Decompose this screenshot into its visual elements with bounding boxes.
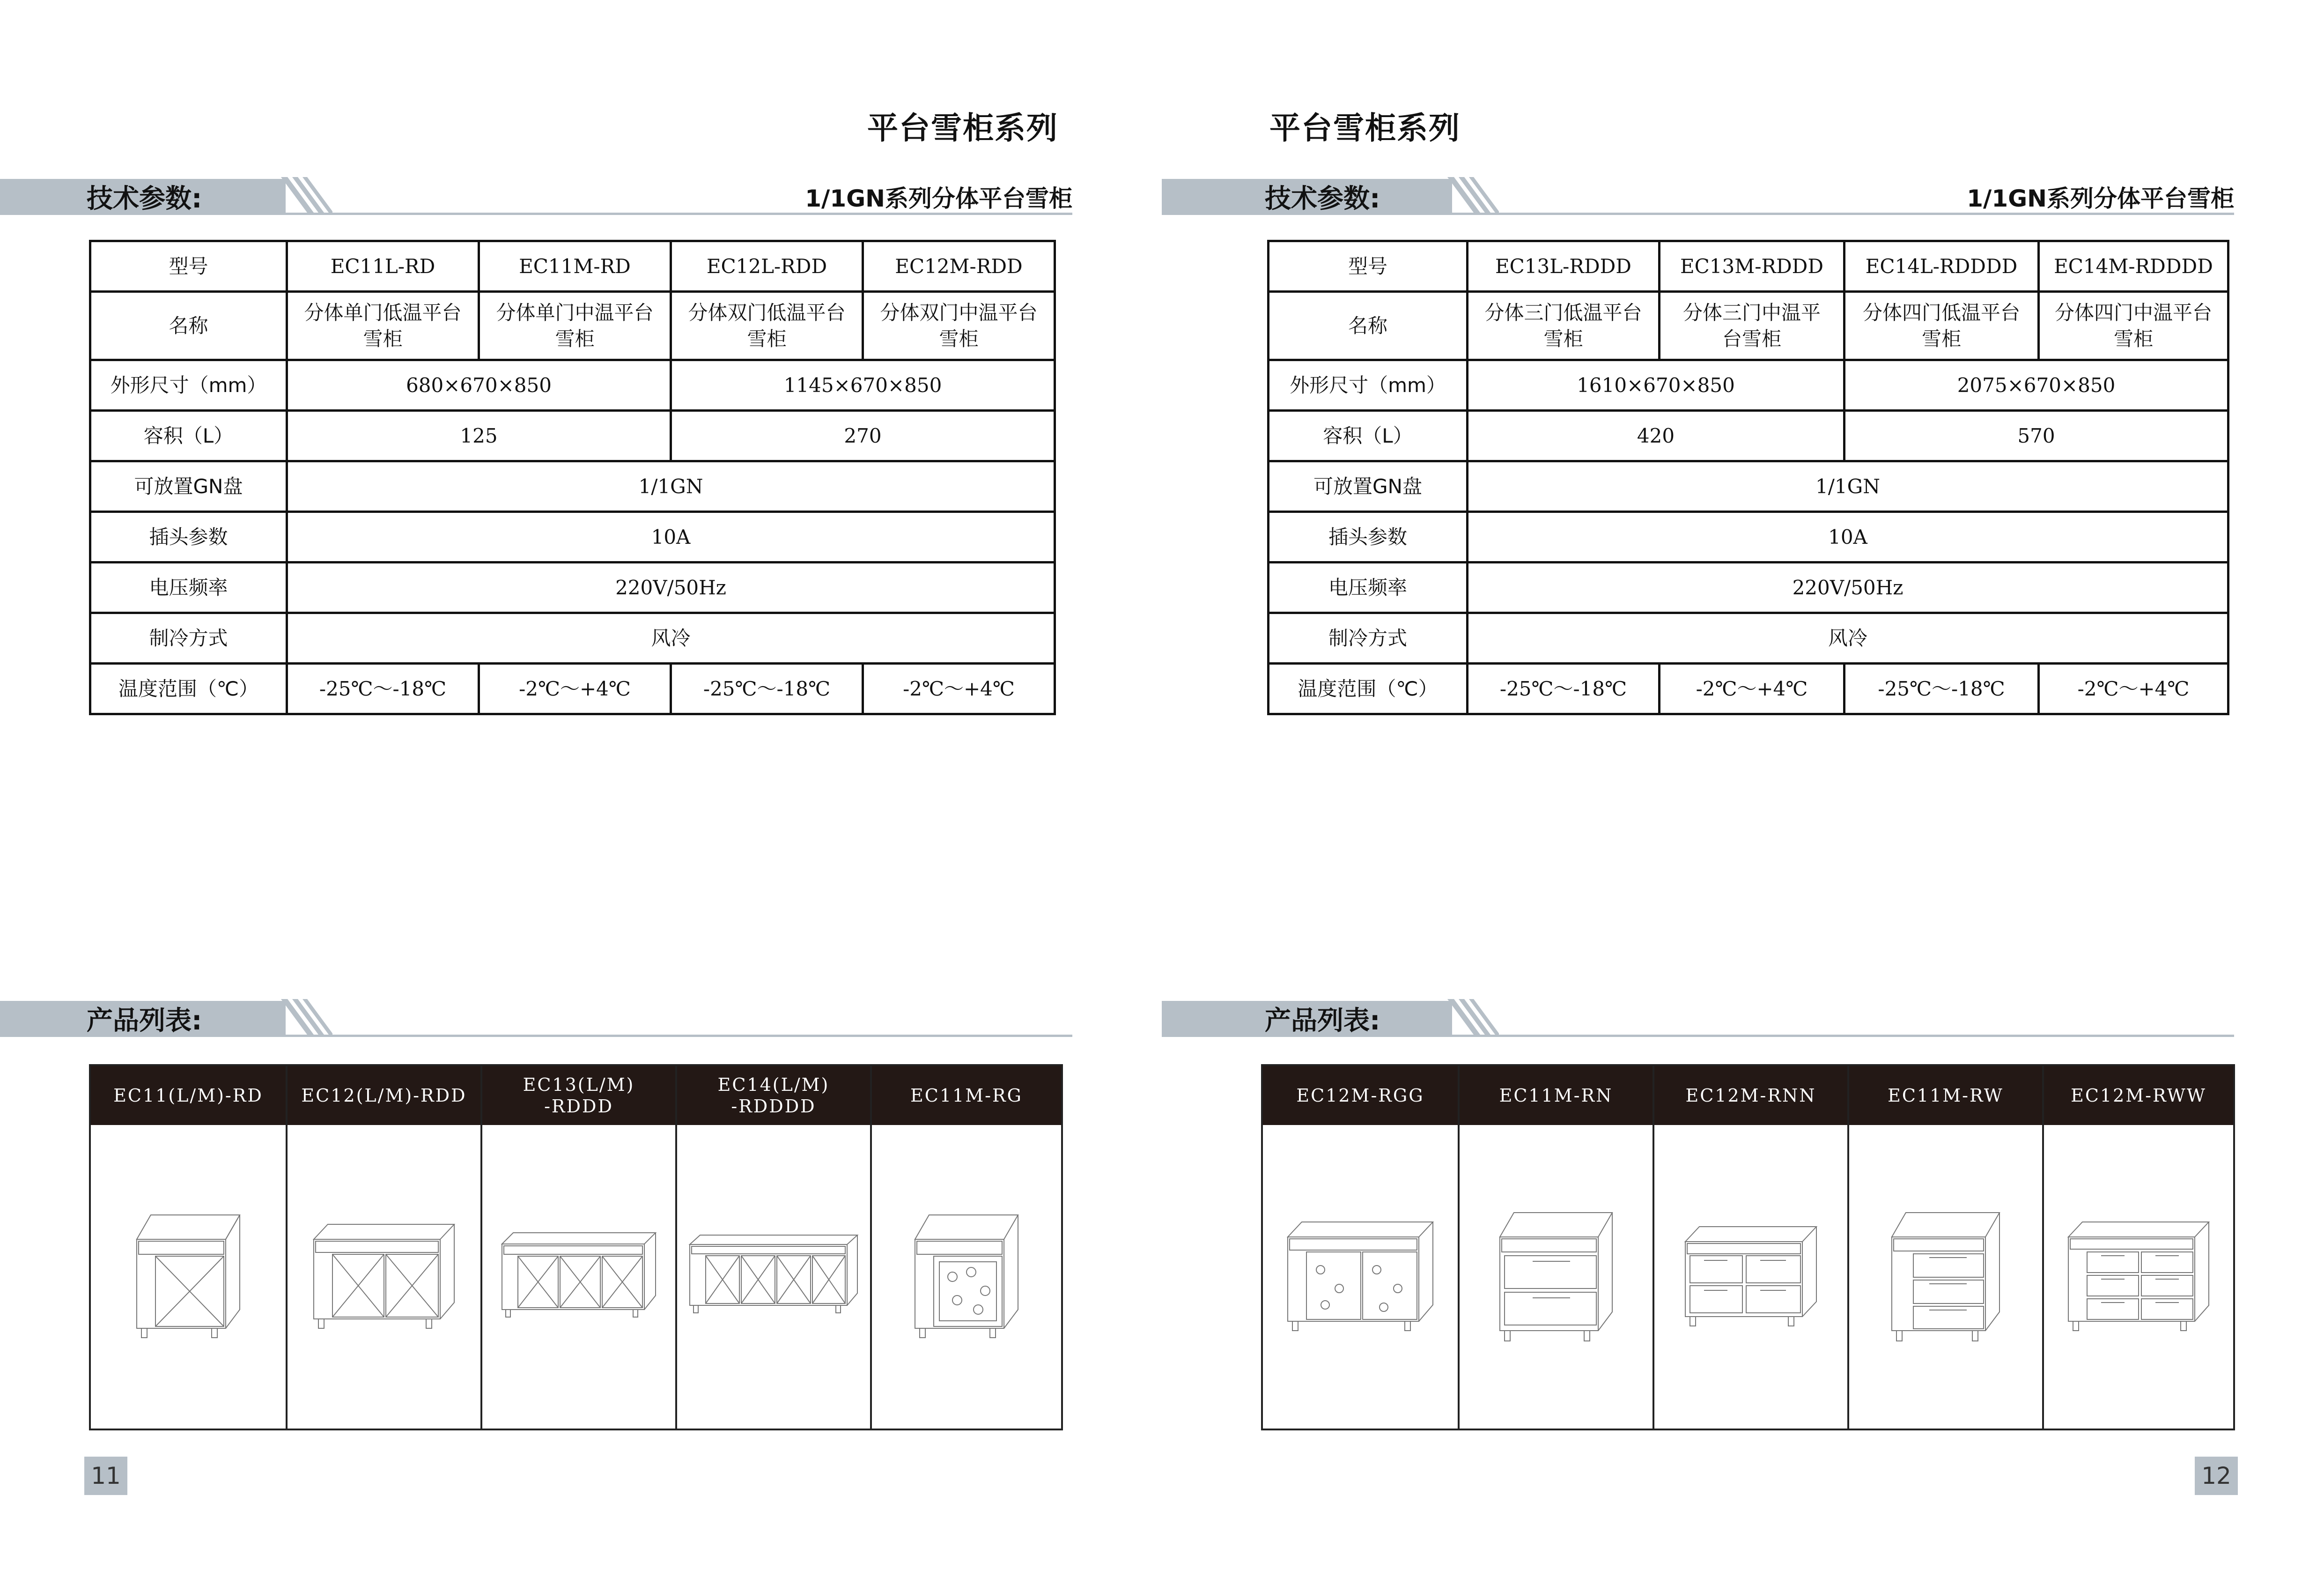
row-label-plug: 插头参数 — [90, 512, 287, 563]
temp-cell: -2℃～+4℃ — [479, 664, 671, 714]
product-cell — [1653, 1066, 1847, 1429]
stripe-decoration-icon — [1447, 999, 1499, 1037]
spec-subtitle: 1/1GN系列分体平台雪柜 — [1967, 185, 2234, 212]
spec-table — [1267, 240, 2229, 715]
name-cell: 分体四门低温平台 雪柜 — [1844, 292, 2039, 360]
spec-subtitle: 1/1GN系列分体平台雪柜 — [805, 185, 1072, 212]
temp-cell: -25℃～-18℃ — [1468, 664, 1660, 714]
cabinet-2-glass-door-image — [1263, 1125, 1458, 1429]
name-cell: 分体三门中温平 台雪柜 — [1660, 292, 1844, 360]
cooling-cell: 风冷 — [1468, 613, 2228, 664]
product-cell — [870, 1066, 1061, 1429]
gn-cell: 1/1GN — [1468, 461, 2228, 512]
products-label: 产品列表: — [1265, 1006, 1380, 1036]
spec-header-band — [0, 164, 1072, 215]
temp-cell: -2℃～+4℃ — [2039, 664, 2228, 714]
volume-cell: 270 — [671, 411, 1055, 461]
row-label-voltage: 电压频率 — [1269, 563, 1468, 613]
product-cell — [1847, 1066, 2042, 1429]
cabinet-3-door-image — [482, 1125, 675, 1429]
products-header-band — [0, 986, 1072, 1037]
row-label-model: 型号 — [90, 241, 287, 292]
cabinet-1-door-image — [91, 1125, 286, 1429]
model-cell: EC13M-RDDD — [1660, 241, 1844, 292]
temp-cell: -25℃～-18℃ — [671, 664, 863, 714]
spec-label: 技术参数: — [87, 184, 202, 214]
model-cell: EC12L-RDD — [671, 241, 863, 292]
voltage-cell: 220V/50Hz — [1468, 563, 2228, 613]
row-label-cooling: 制冷方式 — [1269, 613, 1468, 664]
product-name: EC11M-RW — [1849, 1066, 2042, 1125]
cabinet-glass-door-image — [872, 1125, 1061, 1429]
name-cell: 分体三门低温平台 雪柜 — [1468, 292, 1660, 360]
cooling-cell: 风冷 — [287, 613, 1055, 664]
products-header-band — [1162, 986, 2234, 1037]
row-label-temp: 温度范围（℃） — [1269, 664, 1468, 714]
row-label-name: 名称 — [1269, 292, 1468, 360]
temp-cell: -2℃～+4℃ — [863, 664, 1055, 714]
size-cell: 1145×670×850 — [671, 360, 1055, 411]
cabinet-2-door-image — [288, 1125, 480, 1429]
temp-cell: -25℃～-18℃ — [287, 664, 479, 714]
volume-cell: 125 — [287, 411, 671, 461]
product-grid — [89, 1064, 1063, 1430]
series-title: 平台雪柜系列 — [1269, 110, 1461, 146]
product-name: EC12M-RWW — [2044, 1066, 2233, 1125]
stripe-decoration-icon — [1447, 177, 1499, 215]
volume-cell: 570 — [1844, 411, 2228, 461]
stripe-decoration-icon — [281, 177, 332, 215]
model-cell: EC11M-RD — [479, 241, 671, 292]
row-label-volume: 容积（L） — [90, 411, 287, 461]
product-cell — [91, 1066, 286, 1429]
row-label-cooling: 制冷方式 — [90, 613, 287, 664]
size-cell: 680×670×850 — [287, 360, 671, 411]
temp-cell: -2℃～+4℃ — [1660, 664, 1844, 714]
name-cell: 分体双门低温平台 雪柜 — [671, 292, 863, 360]
model-cell: EC11L-RD — [287, 241, 479, 292]
row-label-plug: 插头参数 — [1269, 512, 1468, 563]
size-cell: 2075×670×850 — [1844, 360, 2228, 411]
row-label-temp: 温度范围（℃） — [90, 664, 287, 714]
cabinet-1-wide-drawer-image — [1849, 1125, 2042, 1429]
product-cell — [675, 1066, 870, 1429]
product-name: EC12M-RNN — [1654, 1066, 1847, 1125]
model-cell: EC12M-RDD — [863, 241, 1055, 292]
product-name: EC13(L/M) -RDDD — [482, 1066, 675, 1125]
product-cell — [286, 1066, 480, 1429]
products-label: 产品列表: — [87, 1006, 202, 1036]
page-number: 12 — [2195, 1457, 2238, 1495]
temp-cell: -25℃～-18℃ — [1844, 664, 2039, 714]
product-name: EC11(L/M)-RD — [91, 1066, 286, 1125]
cabinet-2-drawer-image — [1654, 1125, 1847, 1429]
row-label-name: 名称 — [90, 292, 287, 360]
model-cell: EC14M-RDDDD — [2039, 241, 2228, 292]
product-name: EC11M-RN — [1460, 1066, 1653, 1125]
row-label-voltage: 电压频率 — [90, 563, 287, 613]
product-cell — [1458, 1066, 1653, 1429]
name-cell: 分体单门低温平台 雪柜 — [287, 292, 479, 360]
row-label-model: 型号 — [1269, 241, 1468, 292]
name-cell: 分体单门中温平台 雪柜 — [479, 292, 671, 360]
page-12 — [1162, 0, 2324, 1577]
gn-cell: 1/1GN — [287, 461, 1055, 512]
row-label-volume: 容积（L） — [1269, 411, 1468, 461]
product-name: EC11M-RG — [872, 1066, 1061, 1125]
page-number: 11 — [84, 1457, 127, 1495]
cabinet-4-door-image — [677, 1125, 870, 1429]
row-label-size: 外形尺寸（mm） — [90, 360, 287, 411]
product-name: EC12(L/M)-RDD — [288, 1066, 480, 1125]
product-cell — [1263, 1066, 1458, 1429]
series-title: 平台雪柜系列 — [867, 110, 1058, 146]
voltage-cell: 220V/50Hz — [287, 563, 1055, 613]
model-cell: EC14L-RDDDD — [1844, 241, 2039, 292]
product-name: EC14(L/M) -RDDDD — [677, 1066, 870, 1125]
row-label-gn: 可放置GN盘 — [1269, 461, 1468, 512]
volume-cell: 420 — [1468, 411, 1844, 461]
product-name: EC12M-RGG — [1263, 1066, 1458, 1125]
spec-header-band — [1162, 164, 2234, 215]
name-cell: 分体双门中温平台 雪柜 — [863, 292, 1055, 360]
plug-cell: 10A — [1468, 512, 2228, 563]
product-cell — [480, 1066, 675, 1429]
name-cell: 分体四门中温平台 雪柜 — [2039, 292, 2228, 360]
model-cell: EC13L-RDDD — [1468, 241, 1660, 292]
row-label-size: 外形尺寸（mm） — [1269, 360, 1468, 411]
product-grid — [1261, 1064, 2235, 1430]
cabinet-1-drawer-image — [1460, 1125, 1653, 1429]
plug-cell: 10A — [287, 512, 1055, 563]
spec-label: 技术参数: — [1265, 184, 1380, 214]
stripe-decoration-icon — [281, 999, 332, 1037]
row-label-gn: 可放置GN盘 — [90, 461, 287, 512]
size-cell: 1610×670×850 — [1468, 360, 1844, 411]
spec-table — [89, 240, 1056, 715]
product-cell — [2042, 1066, 2233, 1429]
cabinet-2-wide-drawer-image — [2044, 1125, 2233, 1429]
